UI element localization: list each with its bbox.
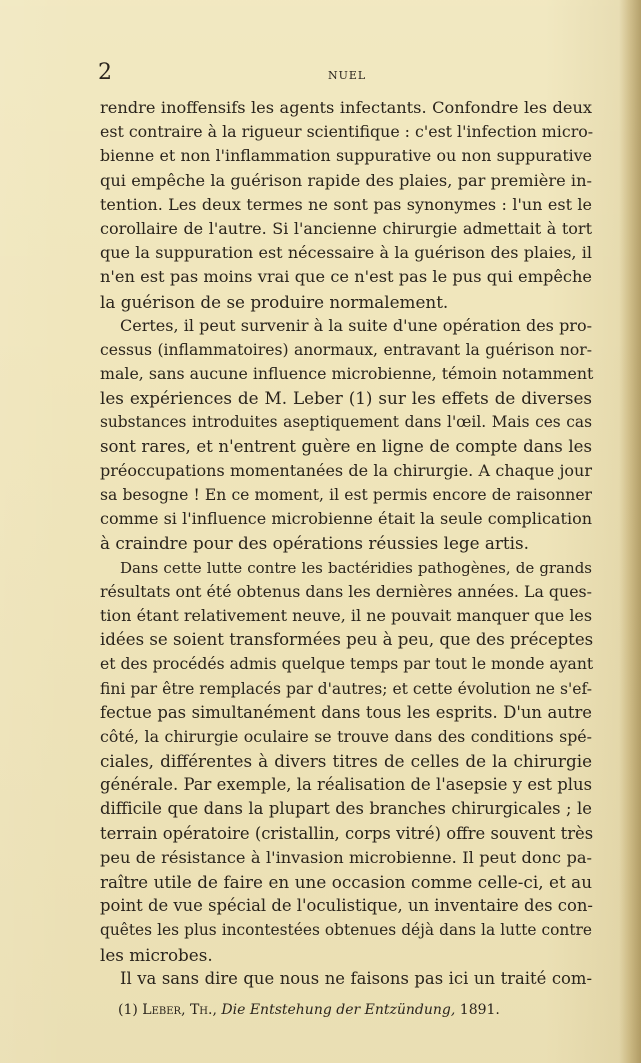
text-line: substances introduites aseptiquement dans l'œil. Mais ces cas [100, 413, 592, 432]
footnote-year: 1891. [459, 1002, 500, 1018]
text-line: sont rares, et n'entrent guère en ligne de compte dans les [100, 436, 592, 456]
text-line: que la suppuration est nécessaire à la guérison des plaies, il [100, 243, 592, 263]
text-line: idées se soient transformées peu à peu, que des préceptes [100, 630, 594, 650]
page-number: 2 [98, 60, 112, 85]
footnote-marker: (1) [118, 1002, 138, 1018]
text-line: qui empêche la guérison rapide des plaies, par première in- [100, 170, 592, 190]
text-line: résultats ont été obtenus dans les dernières années. La ques- [100, 581, 592, 601]
text-line: Certes, il peut survenir à la suite d'une opération des pro- [120, 315, 592, 335]
text-line: la guérison de se produire normalement. [100, 291, 449, 312]
running-head: NUEL [328, 69, 367, 82]
text-line: raître utile de faire en une occasion comme celle-ci, et au [100, 872, 592, 892]
text-line: Dans cette lutte contre les bactéridies pathogènes, de grands [120, 558, 592, 577]
footnote-author: Leber, Th., [142, 1002, 217, 1018]
body-text [100, 96, 592, 991]
text-line: tention. Les deux termes ne sont pas synonymes : l'un est le [100, 194, 592, 214]
text-line: peu de résistance à l'invasion microbienne. Il peut donc pa- [100, 847, 592, 867]
text-line: générale. Par exemple, la réalisation de l'asepsie y est plus [100, 775, 592, 795]
text-line: bienne et non l'inflammation suppurative ou non suppurative [100, 146, 592, 166]
text-line: male, sans aucune influence microbienne, témoin notamment [100, 364, 594, 384]
text-line: point de vue spécial de l'oculistique, un inventaire des con- [100, 896, 593, 916]
text-line: fectue pas simultanément dans tous les esprits. D'un autre [100, 702, 592, 722]
text-line: les microbes. [100, 944, 213, 965]
footnote [118, 1002, 500, 1018]
text-line: terrain opératoire (cristallin, corps vitré) offre souvent très [100, 823, 594, 843]
text-line: sa besogne ! En ce moment, il est permis encore de raisonner [100, 486, 592, 504]
text-line: est contraire à la rigueur scientifique : c'est l'infection micro- [100, 122, 594, 142]
text-line: préoccupations momentanées de la chirurgie. A chaque jour [100, 460, 592, 480]
footnote-title: Die Entstehung der Entzündung, [221, 1002, 456, 1018]
text-line: cessus (inflammatoires) anormaux, entravant la guérison nor- [100, 340, 592, 359]
text-line: quêtes les plus incontestées obtenues déjà dans la lutte contre [100, 921, 592, 940]
text-line: n'en est pas moins vrai que ce n'est pas le pus qui empêche [100, 267, 592, 287]
text-line: tion étant relativement neuve, il ne pouvait manquer que les [100, 605, 593, 625]
text-line: comme si l'influence microbienne était la seule complication [100, 509, 592, 529]
text-line: rendre inoffensifs les agents infectants. Confondre les deux [100, 98, 592, 117]
text-line: difficile que dans la plupart des branches chirurgicales ; le [100, 799, 592, 819]
text-line: corollaire de l'autre. Si l'ancienne chirurgie admettait à tort [100, 218, 592, 238]
text-line: Il va sans dire que nous ne faisons pas ici un traité com- [120, 968, 592, 988]
page-edge-shadow [619, 0, 641, 1063]
text-line: les expériences de M. Leber (1) sur les effets de diverses [100, 388, 592, 409]
text-line: à craindre pour des opérations réussies lege artis. [100, 533, 529, 554]
text-line: ciales, différentes à divers titres de celles de la chirurgie [100, 751, 592, 772]
text-line: et des procédés admis quelque temps par tout le monde ayant [100, 655, 594, 674]
text-line: côté, la chirurgie oculaire se trouve dans des conditions spé- [100, 726, 592, 746]
text-line: fini par être remplacés par d'autres; et cette évolution ne s'ef- [100, 679, 592, 698]
